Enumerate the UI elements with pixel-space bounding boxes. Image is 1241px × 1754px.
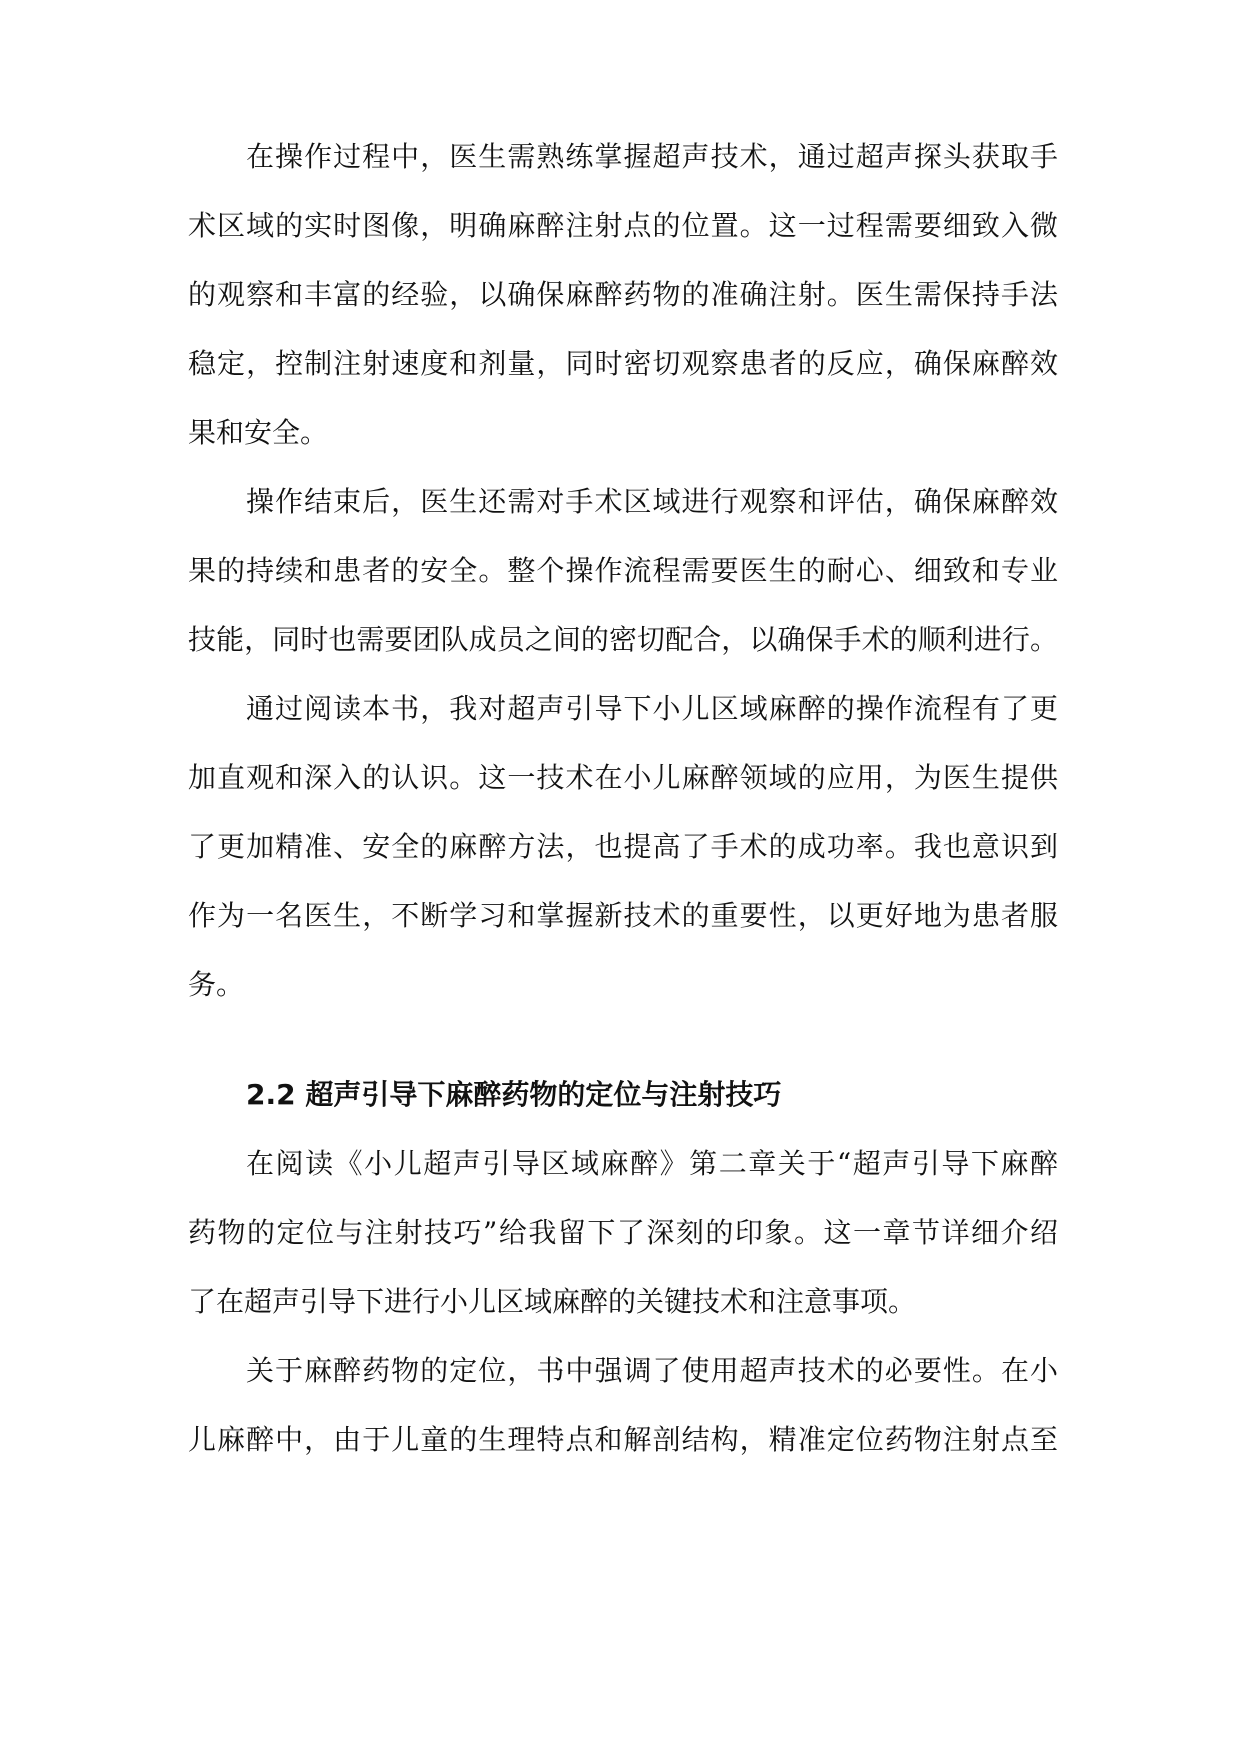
paragraph-1-line-5: 果和安全。 bbox=[188, 416, 329, 449]
paragraph-1-line-3: 的观察和丰富的经验，以确保麻醉药物的准确注射。医生需保持手法 bbox=[188, 278, 1058, 311]
paragraph-5-line-1: 关于麻醉药物的定位，书中强调了使用超声技术的必要性。在小 bbox=[246, 1354, 1058, 1387]
section-heading: 2.2 超声引导下麻醉药物的定位与注射技巧 bbox=[246, 1078, 782, 1111]
paragraph-3-line-5: 务。 bbox=[188, 968, 245, 1001]
paragraph-3-line-1: 通过阅读本书，我对超声引导下小儿区域麻醉的操作流程有了更 bbox=[246, 692, 1058, 725]
paragraph-2-line-2: 果的持续和患者的安全。整个操作流程需要医生的耐心、细致和专业 bbox=[188, 554, 1058, 587]
paragraph-1-line-2: 术区域的实时图像，明确麻醉注射点的位置。这一过程需要细致入微 bbox=[188, 209, 1058, 242]
paragraph-3-line-2: 加直观和深入的认识。这一技术在小儿麻醉领域的应用，为医生提供 bbox=[188, 761, 1058, 794]
paragraph-5-line-2: 儿麻醉中，由于儿童的生理特点和解剖结构，精准定位药物注射点至 bbox=[188, 1423, 1058, 1456]
paragraph-1-line-1: 在操作过程中，医生需熟练掌握超声技术，通过超声探头获取手 bbox=[246, 140, 1058, 173]
paragraph-3-line-3: 了更加精准、安全的麻醉方法，也提高了手术的成功率。我也意识到 bbox=[188, 830, 1058, 863]
paragraph-1-line-4: 稳定，控制注射速度和剂量，同时密切观察患者的反应，确保麻醉效 bbox=[188, 347, 1058, 380]
paragraph-4-line-1: 在阅读《小儿超声引导区域麻醉》第二章关于“超声引导下麻醉 bbox=[246, 1147, 1058, 1180]
paragraph-4-line-2: 药物的定位与注射技巧”给我留下了深刻的印象。这一章节详细介绍 bbox=[188, 1216, 1058, 1249]
paragraph-3-line-4: 作为一名医生，不断学习和掌握新技术的重要性，以更好地为患者服 bbox=[188, 899, 1058, 932]
paragraph-2-line-3: 技能，同时也需要团队成员之间的密切配合，以确保手术的顺利进行。 bbox=[188, 623, 1058, 656]
paragraph-4-line-3: 了在超声引导下进行小儿区域麻醉的关键技术和注意事项。 bbox=[188, 1285, 917, 1318]
paragraph-2-line-1: 操作结束后，医生还需对手术区域进行观察和评估，确保麻醉效 bbox=[246, 485, 1058, 518]
